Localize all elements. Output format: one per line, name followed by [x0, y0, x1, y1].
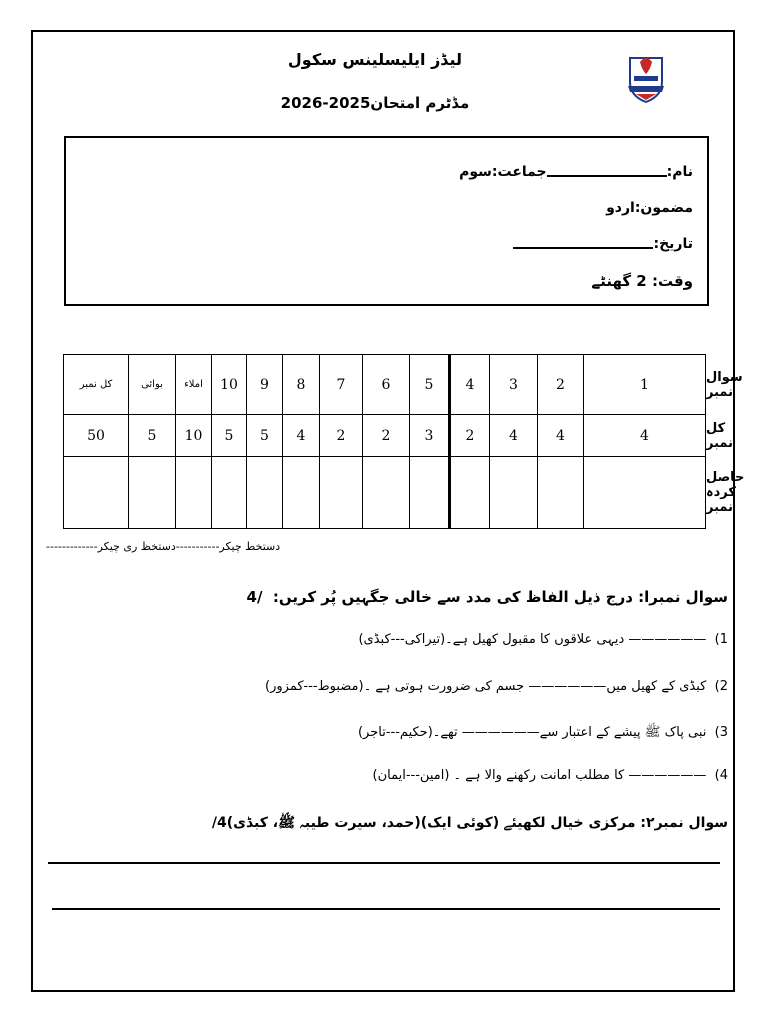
time-value: 2 گھنٹے — [591, 272, 647, 290]
obtained-cell[interactable] — [584, 457, 706, 529]
name-label: نام: — [666, 164, 693, 180]
q-3: 3 — [490, 355, 538, 415]
total-all: 50 — [64, 415, 129, 457]
obtained-cell[interactable] — [490, 457, 538, 529]
school-logo — [626, 52, 666, 104]
obtained-cell[interactable] — [247, 457, 283, 529]
q-4: 4 — [450, 355, 490, 415]
total-q8: 4 — [283, 415, 320, 457]
obtained-cell[interactable] — [176, 457, 212, 529]
obtained-cell[interactable] — [450, 457, 490, 529]
total-q10: 5 — [212, 415, 247, 457]
subject-label: مضمون:اردو — [606, 200, 693, 216]
q-8: 8 — [283, 355, 320, 415]
item-text: —————— کا مطلب امانت رکھنے والا ہے ۔ (امین---ایمان) — [372, 768, 707, 783]
checker-signatures: دستخط چیکر-----------دستخظ ری چیکر------------- — [46, 540, 281, 553]
marks-table — [63, 354, 745, 529]
obtained-cell[interactable] — [538, 457, 584, 529]
obtained-cell[interactable] — [363, 457, 410, 529]
item-text: نبی پاک ﷺ پیشے کے اعتبار سے—————— تھے۔(حکیم---تاجر) — [357, 725, 707, 740]
q-bowai-header: بوائی — [129, 355, 176, 415]
exam-title: مڈٹرم امتحان2025-2026 — [280, 94, 470, 112]
question1-heading — [247, 588, 729, 606]
total-marks-row: 50 5 10 5 5 4 2 2 3 2 4 4 4 کل نمبر — [64, 415, 706, 457]
question1-item — [265, 679, 728, 694]
q-6: 6 — [363, 355, 410, 415]
q-imla-header: املاء — [176, 355, 212, 415]
q-1: 1 — [584, 355, 706, 415]
q-9: 9 — [247, 355, 283, 415]
obtained-cell[interactable] — [320, 457, 363, 529]
total-bowai: 5 — [129, 415, 176, 457]
question1-heading-text: سوال نمبرا: درج ذیل الفاظ کی مدد سے خالی جگہیں پُر کریں: — [272, 588, 728, 606]
obtained-cell[interactable] — [283, 457, 320, 529]
q-2: 2 — [538, 355, 584, 415]
question2-heading: سوال نمبر۲: مرکزی خیال لکھیئے (کوئی ایک)(حمد، سیرت طیبہ ﷺ، کبڈی)4/ — [211, 815, 728, 831]
total-q6: 2 — [363, 415, 410, 457]
question1-marks: /4 — [246, 588, 263, 606]
answer-line[interactable] — [48, 862, 720, 864]
date-blank[interactable] — [513, 239, 653, 249]
total-q9: 5 — [247, 415, 283, 457]
answer-line[interactable] — [52, 908, 720, 910]
q-total-header: کل نمبر — [64, 355, 129, 415]
item-number: 4) — [714, 768, 728, 783]
total-q7: 2 — [320, 415, 363, 457]
q-7: 7 — [320, 355, 363, 415]
total-q2: 4 — [538, 415, 584, 457]
item-number: 1) — [714, 632, 728, 647]
class-label: جماعت:سوم — [459, 164, 547, 180]
obtained-marks-row: حاصل کردہ نمبر — [64, 457, 706, 529]
subject-line — [606, 200, 693, 216]
question1-item — [358, 724, 728, 743]
name-class-line — [459, 164, 693, 180]
total-imla: 10 — [176, 415, 212, 457]
obtained-cell[interactable] — [410, 457, 450, 529]
item-number: 2) — [714, 679, 728, 694]
item-text: کبڈی کے کھیل میں—————— جسم کی ضرورت ہوتی ہے ۔(مضبوط---کمزور) — [265, 679, 707, 694]
q-5: 5 — [410, 355, 450, 415]
total-q4: 2 — [450, 415, 490, 457]
school-name: لیڈز ایلیسلینس سکول — [287, 50, 463, 69]
item-number: 3) — [714, 725, 728, 740]
question1-item — [373, 768, 728, 783]
date-line — [513, 236, 693, 252]
question1-item — [358, 632, 728, 647]
time-line — [591, 272, 693, 290]
name-blank[interactable] — [547, 167, 667, 177]
total-q5: 3 — [410, 415, 450, 457]
question-number-row: کل نمبر بوائی املاء 10 9 8 7 6 5 4 3 2 1 سوال نمبر — [64, 355, 706, 415]
q-10: 10 — [212, 355, 247, 415]
obtained-cell[interactable] — [64, 457, 129, 529]
total-q3: 4 — [490, 415, 538, 457]
student-info-box — [64, 136, 709, 306]
date-label: تاریخ: — [653, 236, 693, 252]
obtained-cell[interactable] — [212, 457, 247, 529]
total-q1: 4 — [584, 415, 706, 457]
time-label: وقت: — [651, 272, 693, 290]
obtained-cell[interactable] — [129, 457, 176, 529]
item-text: —————— دیہی علاقوں کا مقبول کھیل ہے۔(تیراکی---کبڈی) — [358, 632, 707, 647]
